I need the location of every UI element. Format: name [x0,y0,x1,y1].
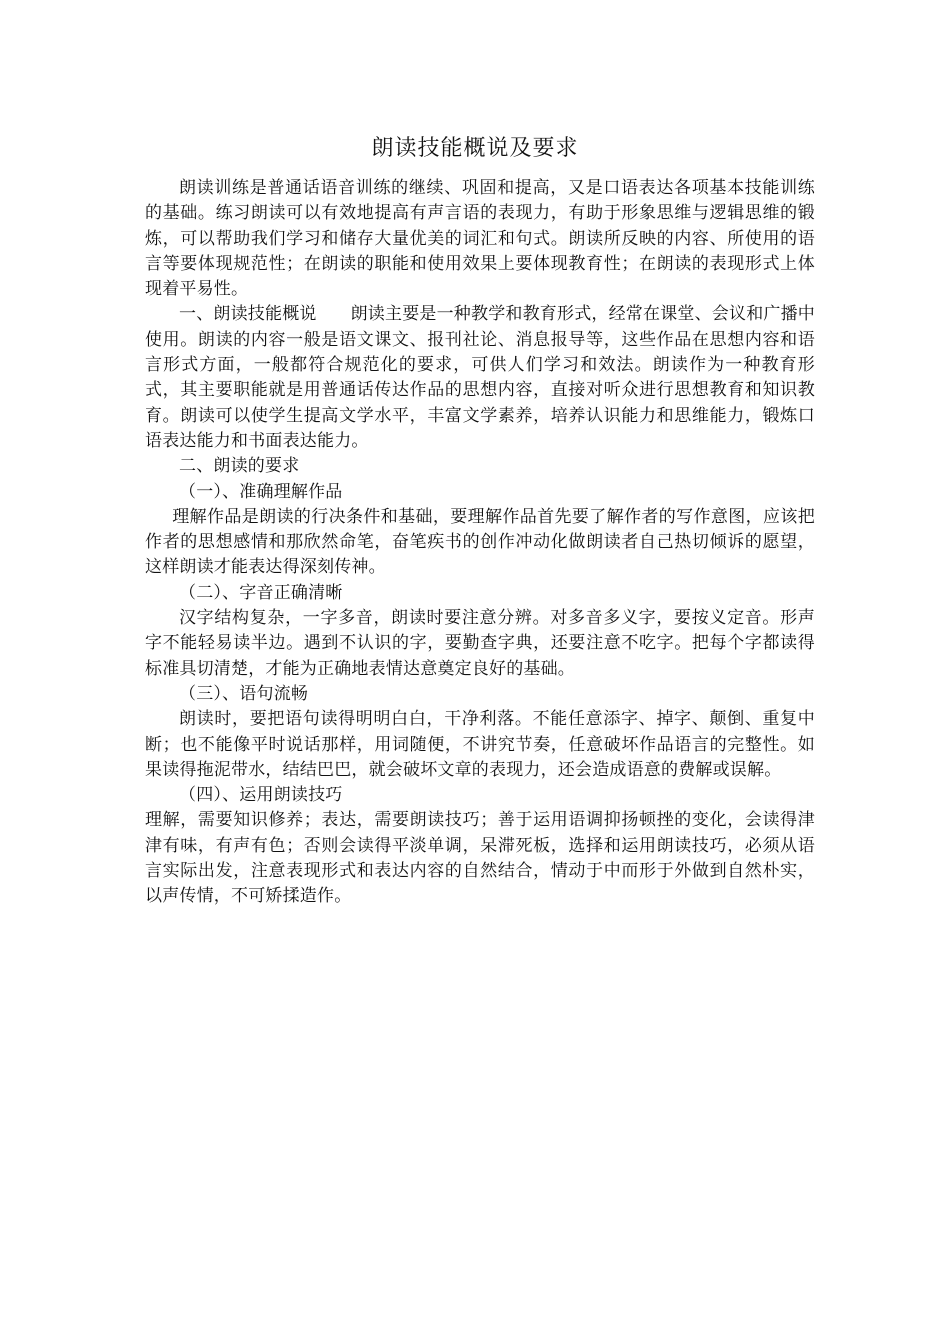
section1-text: 朗读主要是一种教学和教育形式，经常在课堂、会议和广播中使用。朗读的内容一般是语文课文、报刊社论、消息报导等，这些作品在思想内容和语言形式方面，一般都符合规范化的要求，可供人们学习和效法。朗读作为一种教育形式，其主要职能就是用普通话传达作品的思想内容，直接对听众进行思想教育和知识教育。朗读可以使学生提高文学水平，丰富文学素养，培养认识能力和思维能力，锻炼口语表达能力和书面表达能力。 [145,304,816,451]
sub4-paragraph: 理解，需要知识修养；表达，需要朗读技巧；善于运用语调抑扬顿挫的变化，会读得津津有味，有声有色；否则会读得平淡单调，呆滞死板，选择和运用朗读技巧，必须从语言实际出发，注意表现形式和表达内容的自然结合，情动于中而形于外做到自然朴实，以声传情，不可矫揉造作。 [145,810,815,907]
sub3-paragraph: 朗读时，要把语句读得明明白白，干净利落。不能任意添字、掉字、颠倒、重复中断；也不能像平时说话那样，用词随便，不讲究节奏，任意破坏作品语言的完整性。如果读得拖泥带水，结结巴巴，就会破坏文章的表现力，还会造成语意的费解或误解。 [145,709,815,780]
sub2-heading: （二）、字音正确清晰 [179,582,343,603]
sub4-heading: （四）、运用朗读技巧 [179,785,343,806]
sub3-heading: （三）、语句流畅 [179,683,309,704]
sub1-heading: （一）、准确理解作品 [179,481,343,502]
section1-paragraph [145,302,815,454]
sub1-paragraph: 理解作品是朗读的行决条件和基础，要理解作品首先要了解作者的写作意图，应该把作者的思想感情和那欣然命笔，奋笔疾书的创作冲动化做朗读者自己热切倾诉的愿望，这样朗读才能表达得深刻传神。 [145,506,815,578]
section2-heading: 二、朗读的要求 [179,456,300,477]
document-body [145,176,815,910]
section1-heading: 一、朗读技能概说 [179,304,317,325]
document-title: 朗读技能概说及要求 [371,136,579,161]
sub2-paragraph: 汉字结构复杂，一字多音，朗读时要注意分辨。对多音多义字，要按义定音。形声字不能轻易读半边。遇到不认识的字，要勤查字典，还要注意不吃字。把每个字都读得标准具切清楚，才能为正确地表情达意奠定良好的基础。 [145,608,815,679]
intro-paragraph: 朗读训练是普通话语音训练的继续、巩固和提高，又是口语表达各项基本技能训练的基础。练习朗读可以有效地提高有声言语的表现力，有助于形象思维与逻辑思维的锻炼，可以帮助我们学习和储存大量优美的词汇和句式。朗读所反映的内容、所使用的语言等要体现规范性；在朗读的职能和使用效果上要体现教育性；在朗读的表现形式上体现着平易性。 [145,178,815,300]
